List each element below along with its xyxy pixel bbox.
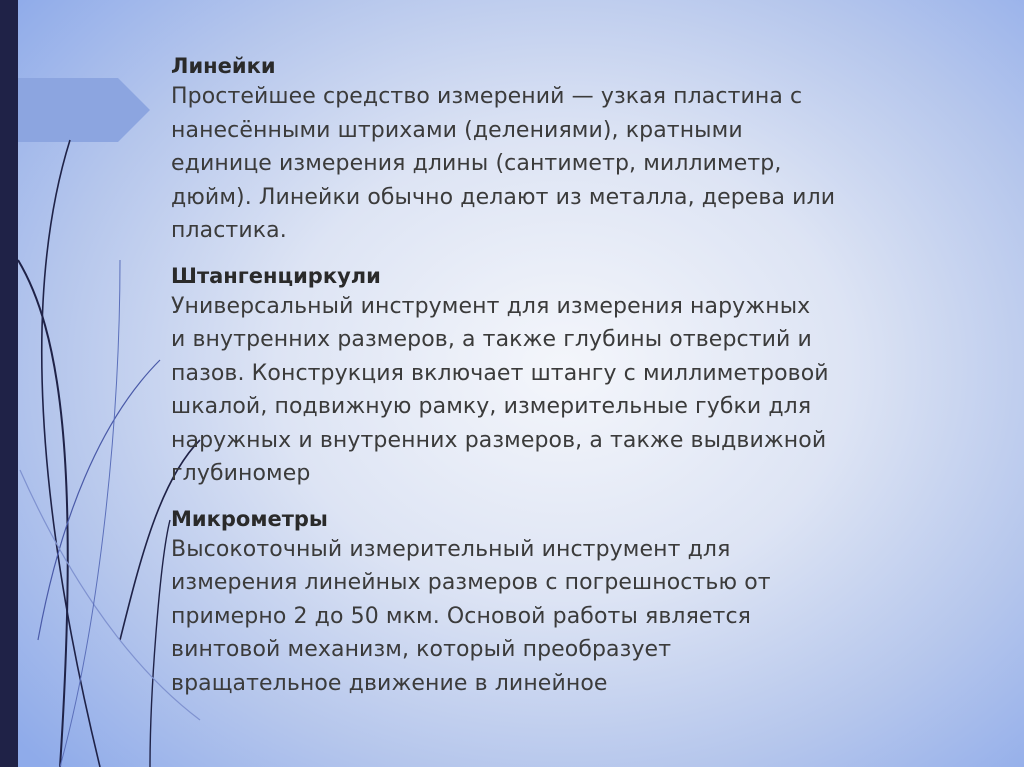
body-line: Простейшее средство измерений — узкая пластина с bbox=[171, 84, 803, 109]
section-calipers bbox=[171, 262, 991, 491]
body-line: Универсальный инструмент для измерения наружных bbox=[171, 293, 811, 319]
curve-line-4 bbox=[150, 520, 170, 767]
body-line: пластика. bbox=[171, 218, 287, 243]
body-line: примерно 2 до 50 мкм. Основой работы является bbox=[171, 603, 751, 629]
slide-content bbox=[171, 52, 991, 714]
section-heading-calipers: Штангенциркули bbox=[171, 263, 381, 288]
body-line: единице измерения длины (сантиметр, миллиметр, bbox=[171, 151, 782, 176]
body-line: шкалой, подвижную рамку, измерительные губки для bbox=[171, 394, 812, 419]
body-line: пазов. Конструкция включает штангу с миллиметровой bbox=[171, 360, 829, 386]
curve-line-7 bbox=[60, 260, 120, 767]
body-line: нанесёнными штрихами (делениями), кратными bbox=[171, 117, 743, 143]
body-line: наружных и внутренних размеров, а также выдвижной bbox=[171, 427, 827, 453]
section-body-rulers bbox=[171, 80, 991, 248]
section-heading-micrometers: Микрометры bbox=[171, 506, 328, 531]
left-accent-bar bbox=[0, 0, 18, 767]
body-line: и внутренних размеров, а также глубины отверстий и bbox=[171, 327, 812, 352]
curve-line-5 bbox=[38, 360, 160, 640]
body-line: Высокоточный измерительный инструмент для bbox=[171, 536, 731, 562]
section-heading-rulers: Линейки bbox=[171, 54, 276, 78]
section-body-calipers bbox=[171, 290, 991, 491]
section-micrometers bbox=[171, 505, 991, 701]
section-body-micrometers bbox=[171, 533, 991, 701]
body-line: глубиномер bbox=[171, 461, 311, 486]
curve-line-1 bbox=[18, 260, 68, 767]
arrow-icon bbox=[18, 78, 150, 142]
body-line: дюйм). Линейки обычно делают из металла, дерева или bbox=[171, 184, 836, 210]
section-rulers bbox=[171, 52, 991, 248]
curve-line-2 bbox=[42, 140, 100, 767]
body-line: вращательное движение в линейное bbox=[171, 670, 608, 696]
body-line: измерения линейных размеров с погрешностью от bbox=[171, 570, 771, 595]
body-line: винтовой механизм, который преобразует bbox=[171, 637, 672, 662]
